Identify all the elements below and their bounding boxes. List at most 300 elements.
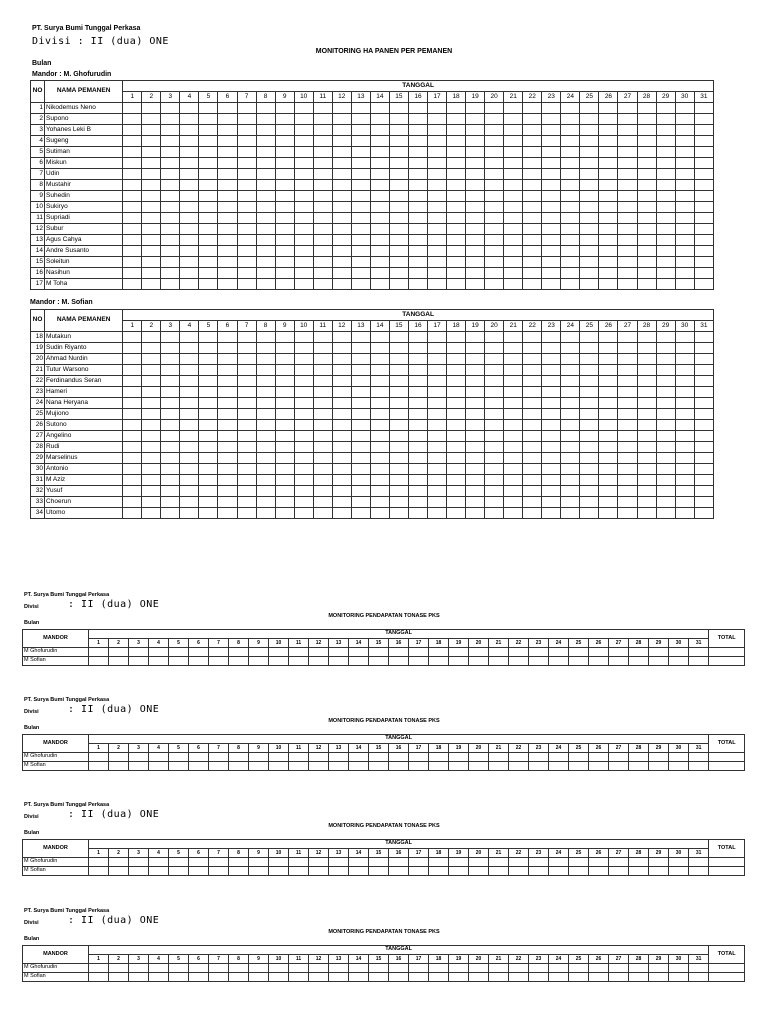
- pemanen-name: Suhedin: [45, 191, 123, 202]
- table-row: [31, 508, 714, 519]
- day-cell: [629, 858, 649, 867]
- pemanen-name: Yohanes Leki B: [45, 125, 123, 136]
- day-cell: [656, 409, 675, 420]
- day-cell: [199, 246, 218, 257]
- day-header: 29: [649, 639, 669, 648]
- day-cell: [694, 453, 713, 464]
- header-mandor: MANDOR: [23, 840, 89, 858]
- day-cell: [294, 387, 313, 398]
- day-cell: [580, 387, 599, 398]
- pemanen-name: Miskun: [45, 158, 123, 169]
- day-cell: [389, 486, 408, 497]
- day-header: 12: [309, 639, 329, 648]
- day-header: 29: [656, 321, 675, 332]
- pks-title: MONITORING PENDAPATAN TONASE PKS: [328, 613, 440, 619]
- day-cell: [549, 648, 569, 657]
- day-header: 11: [289, 955, 309, 964]
- day-cell: [589, 762, 609, 771]
- day-cell: [142, 431, 161, 442]
- day-cell: [675, 224, 694, 235]
- day-cell: [447, 114, 466, 125]
- day-cell: [542, 464, 561, 475]
- day-cell: [485, 354, 504, 365]
- day-cell: [370, 486, 389, 497]
- day-cell: [408, 147, 427, 158]
- day-header: 31: [689, 849, 709, 858]
- day-cell: [447, 257, 466, 268]
- day-header: 4: [149, 849, 169, 858]
- day-cell: [599, 508, 618, 519]
- day-cell: [408, 387, 427, 398]
- day-cell: [580, 235, 599, 246]
- day-cell: [349, 753, 369, 762]
- day-header: 3: [161, 321, 180, 332]
- day-cell: [142, 497, 161, 508]
- day-cell: [509, 973, 529, 982]
- pemanen-name: M Toha: [45, 279, 123, 290]
- day-header: 14: [349, 849, 369, 858]
- day-cell: [569, 867, 589, 876]
- day-cell: [161, 431, 180, 442]
- day-cell: [618, 268, 637, 279]
- day-cell: [523, 213, 542, 224]
- day-cell: [237, 398, 256, 409]
- day-cell: [351, 409, 370, 420]
- header-nama-pemanen: NAMA PEMANEN: [45, 310, 123, 332]
- day-cell: [656, 497, 675, 508]
- day-cell: [199, 497, 218, 508]
- day-cell: [329, 657, 349, 666]
- day-cell: [466, 464, 485, 475]
- day-header: 20: [485, 92, 504, 103]
- day-header: 29: [649, 744, 669, 753]
- day-header: 25: [569, 744, 589, 753]
- day-cell: [161, 213, 180, 224]
- day-cell: [123, 213, 142, 224]
- day-cell: [229, 648, 249, 657]
- day-cell: [408, 125, 427, 136]
- day-cell: [542, 213, 561, 224]
- day-header: 22: [509, 744, 529, 753]
- day-cell: [256, 508, 275, 519]
- day-cell: [529, 964, 549, 973]
- day-cell: [485, 475, 504, 486]
- day-cell: [169, 762, 189, 771]
- row-number: 17: [31, 279, 45, 290]
- day-cell: [370, 202, 389, 213]
- day-cell: [504, 213, 523, 224]
- day-cell: [675, 354, 694, 365]
- day-cell: [313, 268, 332, 279]
- day-cell: [351, 475, 370, 486]
- day-cell: [89, 973, 109, 982]
- day-cell: [180, 103, 199, 114]
- day-cell: [199, 475, 218, 486]
- day-cell: [466, 213, 485, 224]
- table-row: [31, 257, 714, 268]
- day-cell: [669, 973, 689, 982]
- day-cell: [161, 343, 180, 354]
- day-cell: [618, 354, 637, 365]
- day-cell: [569, 762, 589, 771]
- day-header: 29: [649, 955, 669, 964]
- day-cell: [218, 365, 237, 376]
- day-cell: [218, 431, 237, 442]
- day-cell: [489, 648, 509, 657]
- day-cell: [466, 354, 485, 365]
- day-cell: [427, 376, 446, 387]
- day-cell: [542, 202, 561, 213]
- day-cell: [218, 354, 237, 365]
- day-cell: [313, 354, 332, 365]
- day-header: 4: [180, 92, 199, 103]
- day-cell: [370, 376, 389, 387]
- day-cell: [256, 431, 275, 442]
- day-cell: [389, 453, 408, 464]
- day-cell: [689, 657, 709, 666]
- day-cell: [529, 858, 549, 867]
- day-cell: [466, 398, 485, 409]
- day-cell: [109, 964, 129, 973]
- day-cell: [447, 442, 466, 453]
- day-cell: [542, 365, 561, 376]
- day-cell: [485, 420, 504, 431]
- table-row: [31, 103, 714, 114]
- day-cell: [229, 657, 249, 666]
- day-cell: [469, 753, 489, 762]
- day-cell: [142, 169, 161, 180]
- day-cell: [142, 442, 161, 453]
- table-row: [23, 858, 745, 867]
- day-cell: [609, 657, 629, 666]
- day-cell: [180, 431, 199, 442]
- header-tanggal: TANGGAL: [123, 310, 714, 321]
- day-cell: [409, 657, 429, 666]
- day-cell: [485, 103, 504, 114]
- day-header: 1: [89, 744, 109, 753]
- day-cell: [408, 486, 427, 497]
- day-cell: [389, 387, 408, 398]
- day-cell: [294, 464, 313, 475]
- day-cell: [637, 125, 656, 136]
- day-cell: [370, 257, 389, 268]
- day-cell: [370, 246, 389, 257]
- day-cell: [447, 213, 466, 224]
- day-cell: [694, 365, 713, 376]
- header-tanggal: TANGGAL: [89, 630, 709, 639]
- day-cell: [180, 158, 199, 169]
- day-cell: [329, 867, 349, 876]
- day-cell: [256, 213, 275, 224]
- day-cell: [256, 246, 275, 257]
- total-cell: [709, 648, 745, 657]
- day-cell: [313, 343, 332, 354]
- day-cell: [123, 224, 142, 235]
- day-header: 26: [589, 639, 609, 648]
- day-cell: [313, 387, 332, 398]
- day-cell: [389, 762, 409, 771]
- pemanen-name: Antonio: [45, 464, 123, 475]
- day-cell: [675, 158, 694, 169]
- day-cell: [332, 224, 351, 235]
- day-cell: [256, 332, 275, 343]
- row-number: 18: [31, 332, 45, 343]
- day-cell: [485, 158, 504, 169]
- day-cell: [523, 508, 542, 519]
- day-cell: [275, 191, 294, 202]
- day-cell: [237, 191, 256, 202]
- day-cell: [449, 858, 469, 867]
- day-cell: [561, 268, 580, 279]
- day-cell: [675, 332, 694, 343]
- day-cell: [351, 235, 370, 246]
- day-cell: [218, 103, 237, 114]
- day-cell: [389, 657, 409, 666]
- pemanen-name: Ferdinandus Seran: [45, 376, 123, 387]
- day-cell: [675, 103, 694, 114]
- day-cell: [656, 508, 675, 519]
- day-cell: [529, 657, 549, 666]
- day-header: 9: [275, 92, 294, 103]
- day-cell: [142, 464, 161, 475]
- day-cell: [123, 114, 142, 125]
- day-cell: [466, 508, 485, 519]
- day-cell: [449, 753, 469, 762]
- day-cell: [218, 169, 237, 180]
- day-cell: [180, 442, 199, 453]
- day-cell: [409, 858, 429, 867]
- day-cell: [199, 202, 218, 213]
- day-cell: [218, 442, 237, 453]
- day-cell: [427, 180, 446, 191]
- day-cell: [218, 343, 237, 354]
- day-cell: [489, 753, 509, 762]
- day-cell: [675, 169, 694, 180]
- row-number: 28: [31, 442, 45, 453]
- day-cell: [599, 246, 618, 257]
- day-cell: [485, 365, 504, 376]
- day-cell: [523, 497, 542, 508]
- day-cell: [294, 497, 313, 508]
- day-header: 3: [129, 955, 149, 964]
- day-cell: [249, 762, 269, 771]
- day-cell: [569, 964, 589, 973]
- day-header: 12: [332, 92, 351, 103]
- day-cell: [485, 213, 504, 224]
- day-cell: [237, 224, 256, 235]
- header-total: TOTAL: [709, 946, 745, 964]
- day-cell: [523, 125, 542, 136]
- day-cell: [275, 508, 294, 519]
- day-cell: [542, 508, 561, 519]
- day-header: 18: [447, 92, 466, 103]
- day-header: 7: [237, 321, 256, 332]
- day-cell: [199, 125, 218, 136]
- day-cell: [637, 420, 656, 431]
- day-cell: [275, 431, 294, 442]
- day-cell: [149, 858, 169, 867]
- day-cell: [294, 147, 313, 158]
- day-header: 23: [529, 744, 549, 753]
- day-cell: [256, 191, 275, 202]
- total-cell: [709, 867, 745, 876]
- day-cell: [504, 180, 523, 191]
- pemanen-name: Tutur Warsono: [45, 365, 123, 376]
- day-cell: [509, 964, 529, 973]
- day-cell: [123, 191, 142, 202]
- day-cell: [469, 964, 489, 973]
- day-cell: [427, 420, 446, 431]
- day-cell: [656, 103, 675, 114]
- day-cell: [485, 191, 504, 202]
- day-cell: [427, 169, 446, 180]
- day-cell: [161, 354, 180, 365]
- day-cell: [123, 497, 142, 508]
- day-cell: [275, 409, 294, 420]
- day-cell: [694, 257, 713, 268]
- day-cell: [466, 409, 485, 420]
- day-cell: [129, 964, 149, 973]
- day-cell: [209, 648, 229, 657]
- day-cell: [694, 213, 713, 224]
- day-cell: [504, 398, 523, 409]
- day-cell: [694, 279, 713, 290]
- day-cell: [669, 648, 689, 657]
- day-cell: [256, 125, 275, 136]
- day-cell: [427, 103, 446, 114]
- header-mandor: MANDOR: [23, 735, 89, 753]
- day-cell: [180, 398, 199, 409]
- table-row: [31, 409, 714, 420]
- row-number: 19: [31, 343, 45, 354]
- day-cell: [161, 158, 180, 169]
- table-row: [31, 453, 714, 464]
- day-cell: [542, 147, 561, 158]
- day-cell: [504, 376, 523, 387]
- day-cell: [199, 431, 218, 442]
- day-cell: [618, 136, 637, 147]
- day-cell: [161, 332, 180, 343]
- day-cell: [129, 762, 149, 771]
- day-cell: [237, 365, 256, 376]
- pks-company-name: PT. Surya Bumi Tunggal Perkasa: [24, 697, 110, 703]
- day-cell: [529, 648, 549, 657]
- day-header: 28: [629, 744, 649, 753]
- day-cell: [523, 387, 542, 398]
- day-cell: [580, 202, 599, 213]
- day-cell: [332, 354, 351, 365]
- row-number: 6: [31, 158, 45, 169]
- pemanen-name: Choerun: [45, 497, 123, 508]
- day-header: 6: [189, 744, 209, 753]
- row-number: 8: [31, 180, 45, 191]
- day-cell: [237, 213, 256, 224]
- day-cell: [599, 376, 618, 387]
- day-cell: [637, 453, 656, 464]
- day-cell: [469, 973, 489, 982]
- day-cell: [447, 191, 466, 202]
- day-cell: [351, 508, 370, 519]
- day-cell: [370, 387, 389, 398]
- day-cell: [256, 442, 275, 453]
- day-cell: [649, 858, 669, 867]
- day-cell: [637, 442, 656, 453]
- day-cell: [580, 224, 599, 235]
- day-cell: [275, 224, 294, 235]
- day-cell: [109, 973, 129, 982]
- day-cell: [161, 224, 180, 235]
- day-cell: [256, 147, 275, 158]
- table-row: [23, 964, 745, 973]
- day-cell: [180, 343, 199, 354]
- day-header: 25: [580, 321, 599, 332]
- day-cell: [447, 268, 466, 279]
- day-cell: [289, 762, 309, 771]
- day-header: 26: [589, 744, 609, 753]
- day-cell: [649, 964, 669, 973]
- day-cell: [199, 343, 218, 354]
- day-cell: [466, 257, 485, 268]
- day-cell: [542, 431, 561, 442]
- day-cell: [469, 657, 489, 666]
- day-cell: [589, 858, 609, 867]
- day-cell: [485, 343, 504, 354]
- day-cell: [427, 147, 446, 158]
- day-cell: [694, 486, 713, 497]
- day-cell: [332, 398, 351, 409]
- day-header: 23: [529, 955, 549, 964]
- pemanen-name: Rudi: [45, 442, 123, 453]
- day-cell: [618, 409, 637, 420]
- day-cell: [580, 486, 599, 497]
- day-cell: [199, 508, 218, 519]
- day-cell: [504, 332, 523, 343]
- day-cell: [332, 136, 351, 147]
- day-cell: [237, 420, 256, 431]
- row-number: 14: [31, 246, 45, 257]
- day-cell: [561, 508, 580, 519]
- day-cell: [427, 279, 446, 290]
- pemanen-name: Supono: [45, 114, 123, 125]
- day-cell: [485, 235, 504, 246]
- day-header: 10: [269, 849, 289, 858]
- day-cell: [332, 103, 351, 114]
- day-cell: [389, 497, 408, 508]
- day-cell: [675, 235, 694, 246]
- day-cell: [561, 453, 580, 464]
- day-cell: [313, 332, 332, 343]
- pemanen-name: Sudin Riyanto: [45, 343, 123, 354]
- pks-table: [22, 945, 745, 982]
- day-cell: [389, 103, 408, 114]
- day-cell: [580, 136, 599, 147]
- pks-bulan-label: Bulan: [24, 725, 40, 731]
- day-cell: [294, 136, 313, 147]
- day-cell: [589, 964, 609, 973]
- day-cell: [389, 114, 408, 125]
- table-row: [31, 420, 714, 431]
- day-cell: [675, 246, 694, 257]
- day-header: 30: [669, 744, 689, 753]
- day-cell: [656, 147, 675, 158]
- day-cell: [389, 964, 409, 973]
- day-cell: [351, 431, 370, 442]
- day-cell: [389, 973, 409, 982]
- day-cell: [618, 213, 637, 224]
- day-cell: [89, 762, 109, 771]
- day-cell: [694, 246, 713, 257]
- day-cell: [169, 657, 189, 666]
